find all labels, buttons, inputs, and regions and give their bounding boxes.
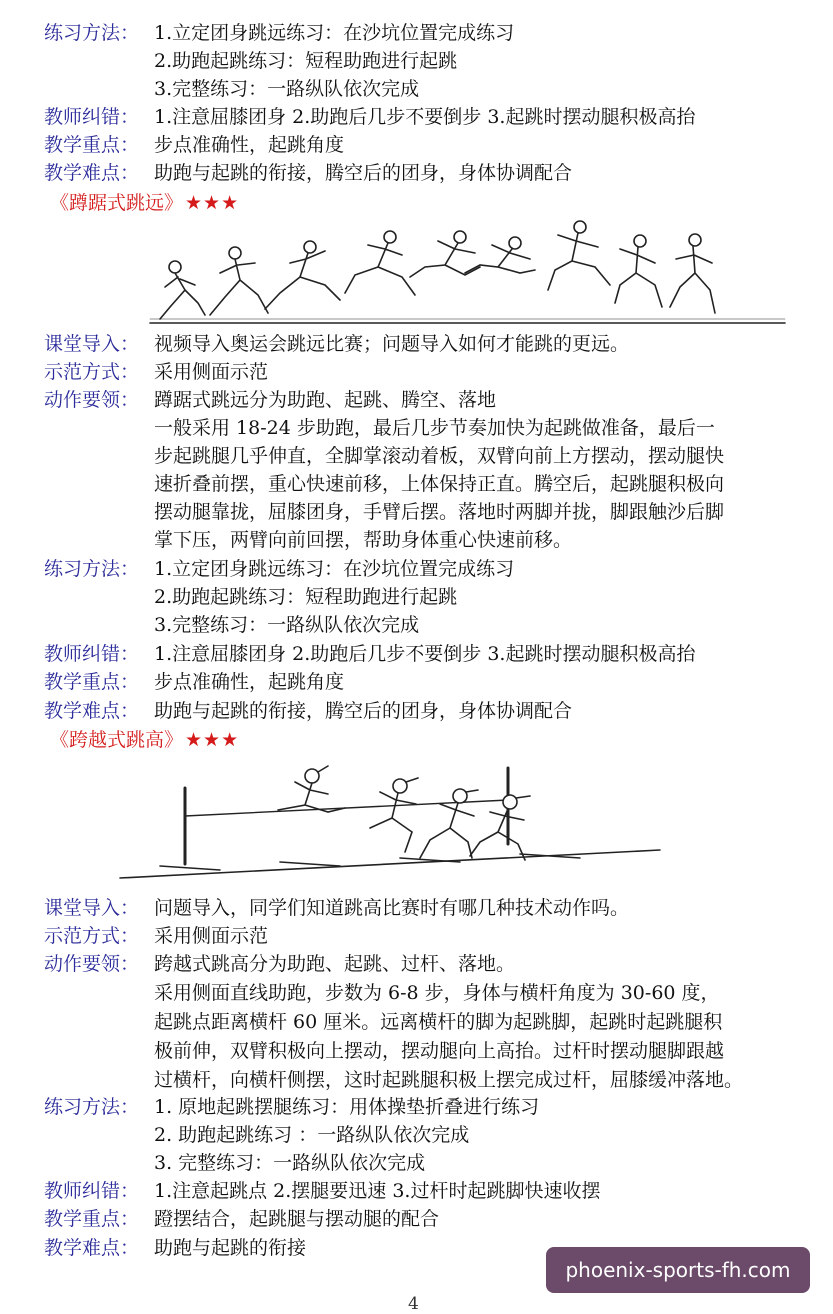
essentials-line: 极前伸，双臂积极向上摆动，摆动腿向上高抬。过杆时摆动腿脚跟越: [154, 1040, 725, 1062]
class-intro: 课堂导入： 问题导入，同学们知道跳高比赛时有哪几种技术动作吗。: [44, 894, 629, 922]
high-jump-illustration: [100, 760, 680, 885]
teacher-correction: 教师纠错： 1.注意屈膝团身 2.助跑后几步不要倒步 3.起跳时摆动腿积极高抬: [44, 103, 695, 131]
section-title-high-jump: 《跨越式跳高》 ★★★: [50, 729, 240, 751]
practice-method: 练习方法： 1. 原地起跳摆腿练习：用体操垫折叠进行练习: [44, 1093, 539, 1121]
label: 教师纠错：: [44, 643, 140, 665]
label: 教学重点：: [44, 1208, 140, 1230]
teaching-difficulty: 教学难点： 助跑与起跳的衔接，腾空后的团身，身体协调配合: [44, 159, 572, 187]
essentials-line: 过横杆，向横杆侧摆，这时起跳腿积极上摆完成过杆，屈膝缓冲落地。: [154, 1069, 744, 1091]
teaching-key: 教学重点： 步点准确性，起跳角度: [44, 131, 344, 159]
star-rating: ★★★: [185, 729, 240, 751]
label: 教学难点：: [44, 162, 140, 184]
essentials-line: 起跳点距离横杆 60 厘米。远离横杆的脚为起跳脚，起跳时起跳腿积: [154, 1011, 723, 1033]
label: 课堂导入：: [44, 897, 140, 919]
practice-method: 练习方法： 1.立定团身跳远练习：在沙坑位置完成练习: [44, 19, 514, 47]
class-intro: 课堂导入： 视频导入奥运会跳远比赛；问题导入如何才能跳的更远。: [44, 330, 629, 358]
star-rating: ★★★: [185, 192, 240, 214]
label: 示范方式：: [44, 925, 140, 947]
movement-essentials: 动作要领： 蹲踞式跳远分为助跑、起跳、腾空、落地: [44, 386, 496, 414]
label: 教学难点：: [44, 1237, 140, 1259]
watermark-link[interactable]: phoenix-sports-fh.com: [546, 1247, 810, 1293]
teaching-difficulty: 教学难点： 助跑与起跳的衔接，腾空后的团身，身体协调配合: [44, 697, 572, 725]
label: 练习方法：: [44, 558, 140, 580]
label: 练习方法：: [44, 22, 140, 44]
label: 教师纠错：: [44, 1180, 140, 1202]
practice-line: 3.完整练习：一路纵队依次完成: [154, 78, 420, 100]
essentials-line: 摆动腿靠拢，屈膝团身，手臂后摆。落地时两脚并拢，脚跟触沙后脚: [154, 501, 725, 523]
essentials-line: 速折叠前摆，重心快速前移，上体保持正直。腾空后，起跳腿积极向: [154, 473, 725, 495]
teaching-key: 教学重点： 蹬摆结合，起跳腿与摆动腿的配合: [44, 1205, 439, 1233]
practice-method: 练习方法： 1.立定团身跳远练习：在沙坑位置完成练习: [44, 555, 514, 583]
essentials-line: 步起跳腿几乎伸直，全脚掌滚动着板，双臂向前上方摆动，摆动腿快: [154, 445, 725, 467]
label: 教学难点：: [44, 700, 140, 722]
practice-line: 2.助跑起跳练习：短程助跑进行起跳: [154, 50, 458, 72]
label: 课堂导入：: [44, 333, 140, 355]
demo-method: 示范方式： 采用侧面示范: [44, 358, 268, 386]
label: 教学重点：: [44, 671, 140, 693]
label: 动作要领：: [44, 953, 140, 975]
essentials-line: 一般采用 18-24 步助跑，最后几步节奏加快为起跳做准备，最后一: [154, 417, 715, 439]
movement-essentials: 动作要领： 跨越式跳高分为助跑、起跳、过杆、落地。: [44, 950, 515, 978]
label: 动作要领：: [44, 389, 140, 411]
teaching-key: 教学重点： 步点准确性，起跳角度: [44, 668, 344, 696]
label: 教师纠错：: [44, 106, 140, 128]
label: 教学重点：: [44, 134, 140, 156]
essentials-line: 掌下压，两臂向前回摆，帮助身体重心快速前移。: [154, 529, 573, 551]
teacher-correction: 教师纠错： 1.注意起跳点 2.摆腿要迅速 3.过杆时起跳脚快速收摆: [44, 1177, 600, 1205]
label: 练习方法：: [44, 1096, 140, 1118]
practice-line: 3.完整练习：一路纵队依次完成: [154, 614, 420, 636]
demo-method: 示范方式： 采用侧面示范: [44, 922, 268, 950]
page-number: 4: [408, 1294, 419, 1314]
section-title-long-jump: 《蹲踞式跳远》 ★★★: [50, 192, 240, 214]
teaching-difficulty: 教学难点： 助跑与起跳的衔接: [44, 1234, 306, 1262]
essentials-line: 采用侧面直线助跑，步数为 6-8 步，身体与横杆角度为 30-60 度，: [154, 982, 720, 1004]
long-jump-illustration: [140, 215, 790, 330]
practice-line: 2.助跑起跳练习：短程助跑进行起跳: [154, 586, 458, 608]
practice-line: 3. 完整练习：一路纵队依次完成: [154, 1152, 426, 1174]
teacher-correction: 教师纠错： 1.注意屈膝团身 2.助跑后几步不要倒步 3.起跳时摆动腿积极高抬: [44, 640, 695, 668]
practice-line: 2. 助跑起跳练习 ：一路纵队依次完成: [154, 1124, 470, 1146]
label: 示范方式：: [44, 361, 140, 383]
